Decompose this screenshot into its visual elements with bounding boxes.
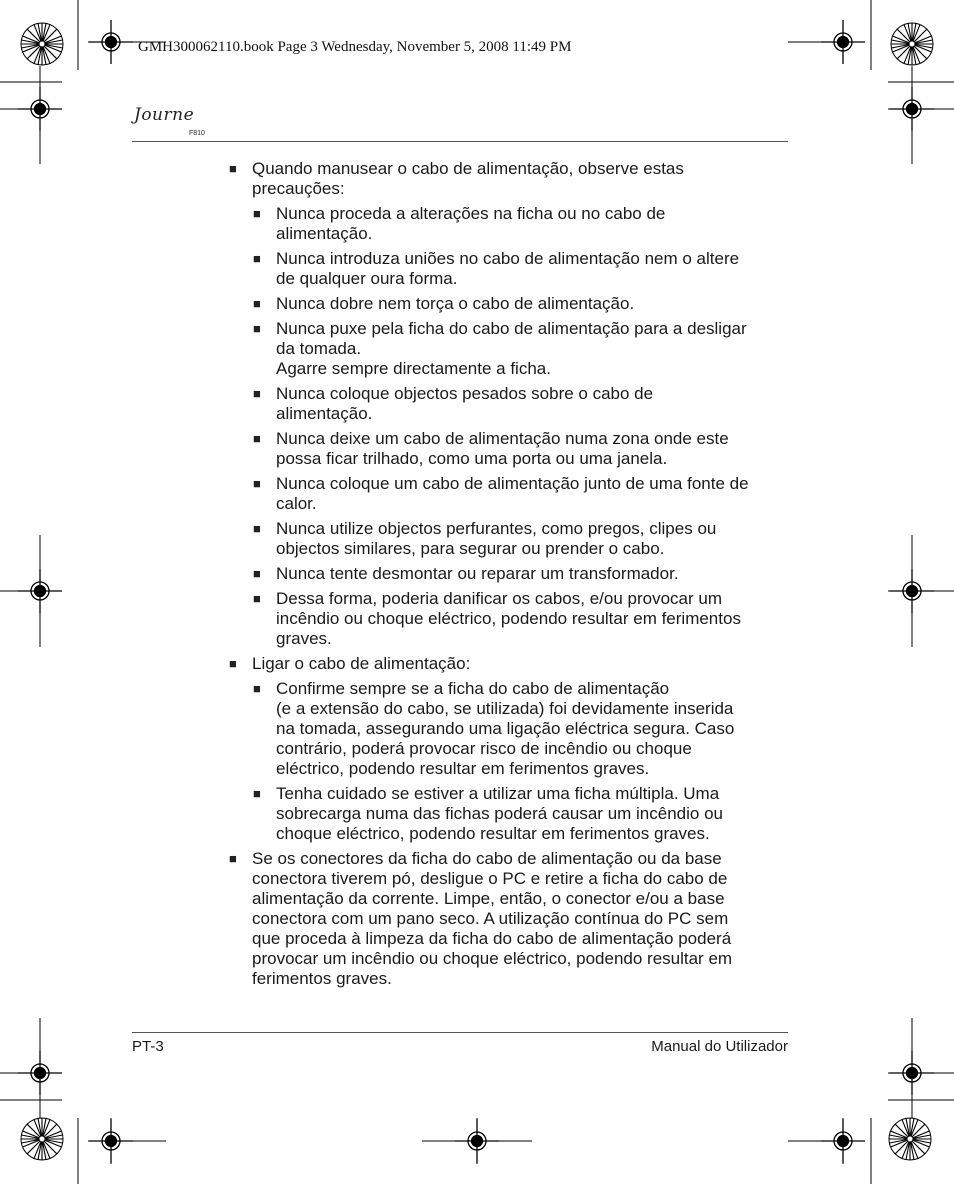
bullet-text <box>276 384 789 424</box>
square-bullet-icon: ■ <box>253 321 261 336</box>
text-line: provocar um incêndio ou choque eléctrico, podendo resultar em <box>252 949 733 968</box>
manual-title: Manual do Utilizador <box>651 1038 788 1055</box>
square-bullet-icon: ■ <box>253 521 261 536</box>
sub-bullet-item <box>229 294 789 314</box>
bullet-text <box>276 294 789 314</box>
journe-logo <box>134 105 214 141</box>
header-rule <box>132 141 788 142</box>
bullet-text <box>252 654 789 674</box>
text-line: Nunca deixe um cabo de alimentação numa zona onde este <box>276 429 729 448</box>
bullet-item <box>229 849 789 989</box>
text-line: objectos similares, para segurar ou prender o cabo. <box>276 539 665 558</box>
text-line: da tomada. <box>276 339 362 358</box>
logo-model-text: F810 <box>189 130 205 137</box>
print-slug-line: GMH300062110.book Page 3 Wednesday, November 5, 2008 11:49 PM <box>138 39 572 55</box>
square-bullet-icon: ■ <box>253 566 261 581</box>
text-line: Nunca proceda a alterações na ficha ou no cabo de <box>276 204 666 223</box>
bullet-text <box>276 429 789 469</box>
text-line: Nunca utilize objectos perfurantes, como pregos, clipes ou <box>276 519 717 538</box>
bullet-text <box>276 319 789 379</box>
bullet-text <box>276 204 789 244</box>
text-line: Nunca introduza uniões no cabo de alimentação nem o altere <box>276 249 740 268</box>
text-line: calor. <box>276 494 317 513</box>
square-bullet-icon: ■ <box>229 851 237 866</box>
text-line: Confirme sempre se a ficha do cabo de alimentação <box>276 679 670 698</box>
text-line: Nunca tente desmontar ou reparar um transformador. <box>276 564 679 583</box>
text-line: possa ficar trilhado, como uma porta ou uma janela. <box>276 449 668 468</box>
square-bullet-icon: ■ <box>253 476 261 491</box>
text-line: contrário, poderá provocar risco de incêndio ou choque <box>276 739 692 758</box>
square-bullet-icon: ■ <box>253 296 261 311</box>
text-line: Se os conectores da ficha do cabo de alimentação ou da base <box>252 849 722 868</box>
text-line: (e a extensão do cabo, se utilizada) foi devidamente inserida <box>276 699 734 718</box>
text-line: Dessa forma, poderia danificar os cabos, e/ou provocar um <box>276 589 723 608</box>
sub-bullet-item <box>229 564 789 584</box>
logo-script-text: Journe <box>134 105 195 125</box>
page-number: PT-3 <box>132 1038 164 1055</box>
text-line: incêndio ou choque eléctrico, podendo resultar em ferimentos <box>276 609 741 628</box>
text-line: Nunca puxe pela ficha do cabo de alimentação para a desligar <box>276 319 747 338</box>
bullet-text <box>276 519 789 559</box>
bullet-text <box>276 679 789 779</box>
footer-rule <box>132 1032 788 1033</box>
square-bullet-icon: ■ <box>253 431 261 446</box>
bullet-text <box>276 249 789 289</box>
sub-bullet-item <box>229 249 789 289</box>
square-bullet-icon: ■ <box>253 786 261 801</box>
sub-bullet-item <box>229 784 789 844</box>
square-bullet-icon: ■ <box>253 206 261 221</box>
square-bullet-icon: ■ <box>253 591 261 606</box>
text-line: alimentação. <box>276 404 373 423</box>
bullet-text <box>276 474 789 514</box>
bullet-text <box>252 159 789 199</box>
bullet-item <box>229 654 789 674</box>
sub-bullet-item <box>229 519 789 559</box>
text-line: choque eléctrico, podendo resultar em ferimentos graves. <box>276 824 710 843</box>
square-bullet-icon: ■ <box>253 386 261 401</box>
text-line: Nunca coloque objectos pesados sobre o cabo de <box>276 384 654 403</box>
text-line: que proceda à limpeza da ficha do cabo de alimentação poderá <box>252 929 732 948</box>
text-line: Quando manusear o cabo de alimentação, observe estas <box>252 159 684 178</box>
text-line: de qualquer oura forma. <box>276 269 458 288</box>
square-bullet-icon: ■ <box>229 161 237 176</box>
bullet-text <box>276 784 789 844</box>
bullet-text <box>276 564 789 584</box>
text-line: Nunca coloque um cabo de alimentação junto de uma fonte de <box>276 474 749 493</box>
text-line: conectora tiverem pó, desligue o PC e retire a ficha do cabo de <box>252 869 728 888</box>
bullet-text <box>276 589 789 649</box>
text-line: Tenha cuidado se estiver a utilizar uma ficha múltipla. Uma <box>276 784 720 803</box>
safety-instructions <box>229 159 789 994</box>
text-line: ferimentos graves. <box>252 969 392 988</box>
text-line: Nunca dobre nem torça o cabo de alimentação. <box>276 294 635 313</box>
sub-bullet-item <box>229 319 789 379</box>
text-line: conectora com um pano seco. A utilização contínua do PC sem <box>252 909 729 928</box>
square-bullet-icon: ■ <box>229 656 237 671</box>
text-line: alimentação da corrente. Limpe, então, o conector e/ou a base <box>252 889 725 908</box>
sub-bullet-item <box>229 204 789 244</box>
text-line: eléctrico, podendo resultar em ferimentos graves. <box>276 759 650 778</box>
bullet-text <box>252 849 789 989</box>
text-line: precauções: <box>252 179 345 198</box>
sub-bullet-item <box>229 474 789 514</box>
text-line: Agarre sempre directamente a ficha. <box>276 359 551 378</box>
text-line: graves. <box>276 629 332 648</box>
sub-bullet-item <box>229 679 789 779</box>
sub-bullet-item <box>229 589 789 649</box>
text-line: na tomada, assegurando uma ligação eléctrica segura. Caso <box>276 719 735 738</box>
sub-bullet-item <box>229 429 789 469</box>
text-line: Ligar o cabo de alimentação: <box>252 654 471 673</box>
text-line: sobrecarga numa das fichas poderá causar um incêndio ou <box>276 804 723 823</box>
square-bullet-icon: ■ <box>253 251 261 266</box>
text-line: alimentação. <box>276 224 373 243</box>
sub-bullet-item <box>229 384 789 424</box>
square-bullet-icon: ■ <box>253 681 261 696</box>
bullet-item <box>229 159 789 199</box>
